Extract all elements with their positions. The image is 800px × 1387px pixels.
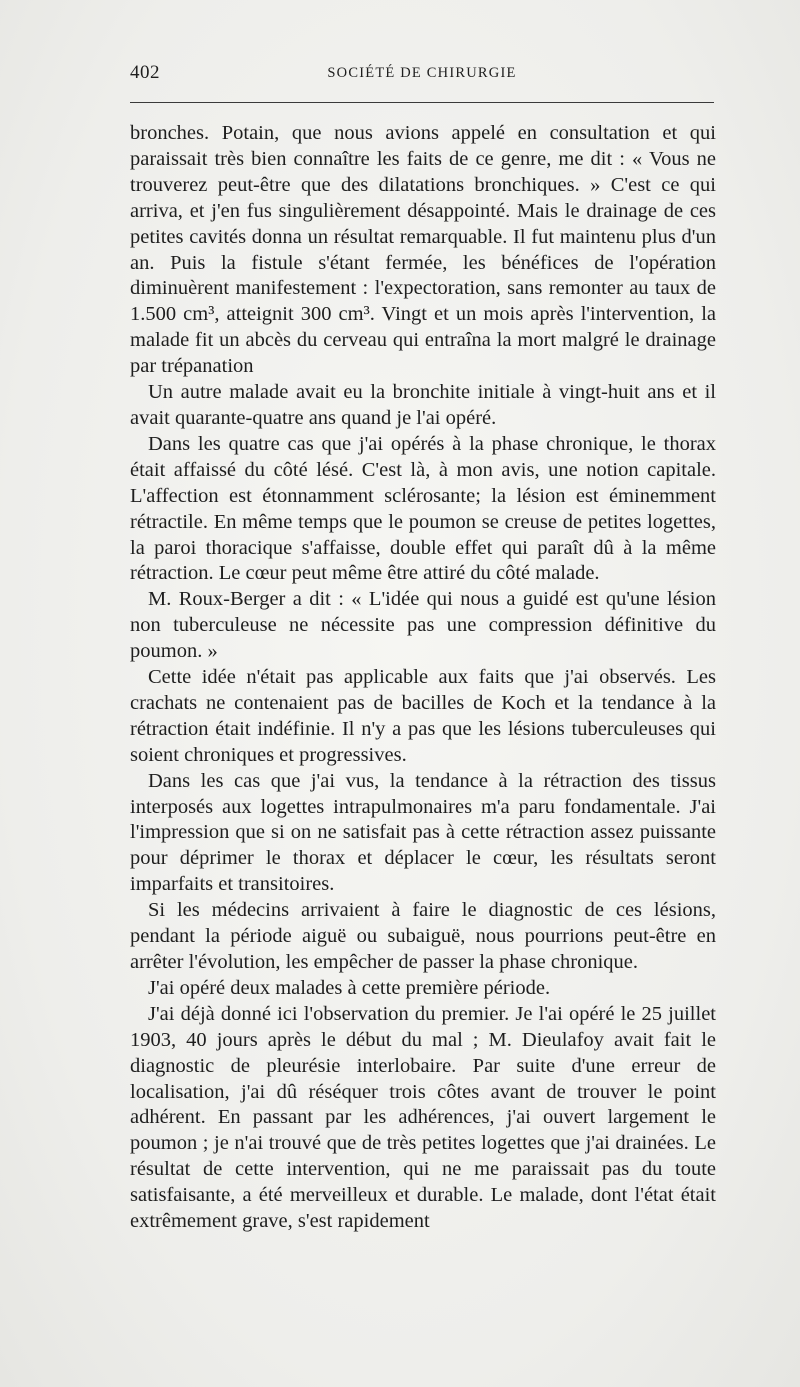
paragraph: J'ai déjà donné ici l'observation du premier. Je l'ai opéré le 25 juillet 1903, 40 jours après le début du mal ; M. Dieulafoy avait fait le diagnostic de pleurésie interlobaire. Par suite d'une erreur de localisation, j'ai dû réséquer trois côtes avant de trouver le point adhérent. En passant par les adhérences, j'ai ouvert largement le poumon ; je n'ai trouvé que de très petites logettes que j'ai drainées. Le résultat de cette intervention, qui ne me paraissait pas du toute satisfaisante, a été merveilleux et durable. Le malade, dont l'état était extrêmement grave, s'est rapidement bbox=[130, 1002, 716, 1233]
paragraph: Cette idée n'était pas applicable aux faits que j'ai observés. Les crachats ne contenaient pas de bacilles de Koch et la tendance à la rétraction était indéfinie. Il n'y a pas que les lésions tuberculeuses qui soient chroniques et progressives. bbox=[130, 666, 716, 766]
header-rule bbox=[130, 102, 714, 103]
journal-title: SOCIÉTÉ DE CHIRURGIE bbox=[327, 65, 517, 81]
paragraph: M. Roux-Berger a dit : « L'idée qui nous a guidé est qu'une lésion non tuberculeuse ne nécessite pas une compression définitive du poumon. » bbox=[130, 588, 716, 663]
paragraph: Dans les quatre cas que j'ai opérés à la phase chronique, le thorax était affaissé du côté lésé. C'est là, à mon avis, une notion capitale. L'affection est étonnamment sclérosante; la lésion est éminemment rétractile. En même temps que le poumon se creuse de petites logettes, la paroi thoracique s'affaisse, double effet qui paraît dû à la même rétraction. Le cœur peut même être attiré du côté malade. bbox=[130, 432, 716, 585]
paragraph: Si les médecins arrivaient à faire le diagnostic de ces lésions, pendant la période aiguë ou subaiguë, nous pourrions peut-être en arrêter l'évolution, les empêcher de passer la phase chronique. bbox=[130, 899, 716, 973]
running-head bbox=[130, 62, 714, 88]
body-text bbox=[130, 121, 716, 1235]
paragraph: J'ai opéré deux malades à cette première période. bbox=[148, 976, 551, 999]
paragraph-continuation: bronches. Potain, que nous avions appelé en consultation et qui paraissait très bien connaître les faits de ce genre, me dit : « Vous ne trouverez peut-être que des dilatations bronchiques. » C'est ce qui arriva, et j'en fus singulièrement désappointé. Mais le drainage de ces petites cavités donna un résultat remarquable. Il fut maintenu plus d'un an. Puis la fistule s'étant fermée, les bénéfices de l'opération diminuèrent manifestement : l'expectoration, sans remonter au taux de 1.500 cm³, atteignit 300 cm³. Vingt et un mois après l'intervention, la malade fit un abcès du cerveau qui entraîna la mort malgré le drainage par trépanation bbox=[130, 122, 716, 378]
paragraph: Un autre malade avait eu la bronchite initiale à vingt-huit ans et il avait quarante-quatre ans quand je l'ai opéré. bbox=[130, 381, 716, 429]
paragraph: Dans les cas que j'ai vus, la tendance à la rétraction des tissus interposés aux logettes intrapulmonaires m'a paru fondamentale. J'ai l'impression que si on ne satisfait pas à cette rétraction assez puissante pour déprimer le thorax et déplacer le cœur, les résultats seront imparfaits et transitoires. bbox=[130, 769, 716, 896]
page-number: 402 bbox=[130, 62, 160, 83]
